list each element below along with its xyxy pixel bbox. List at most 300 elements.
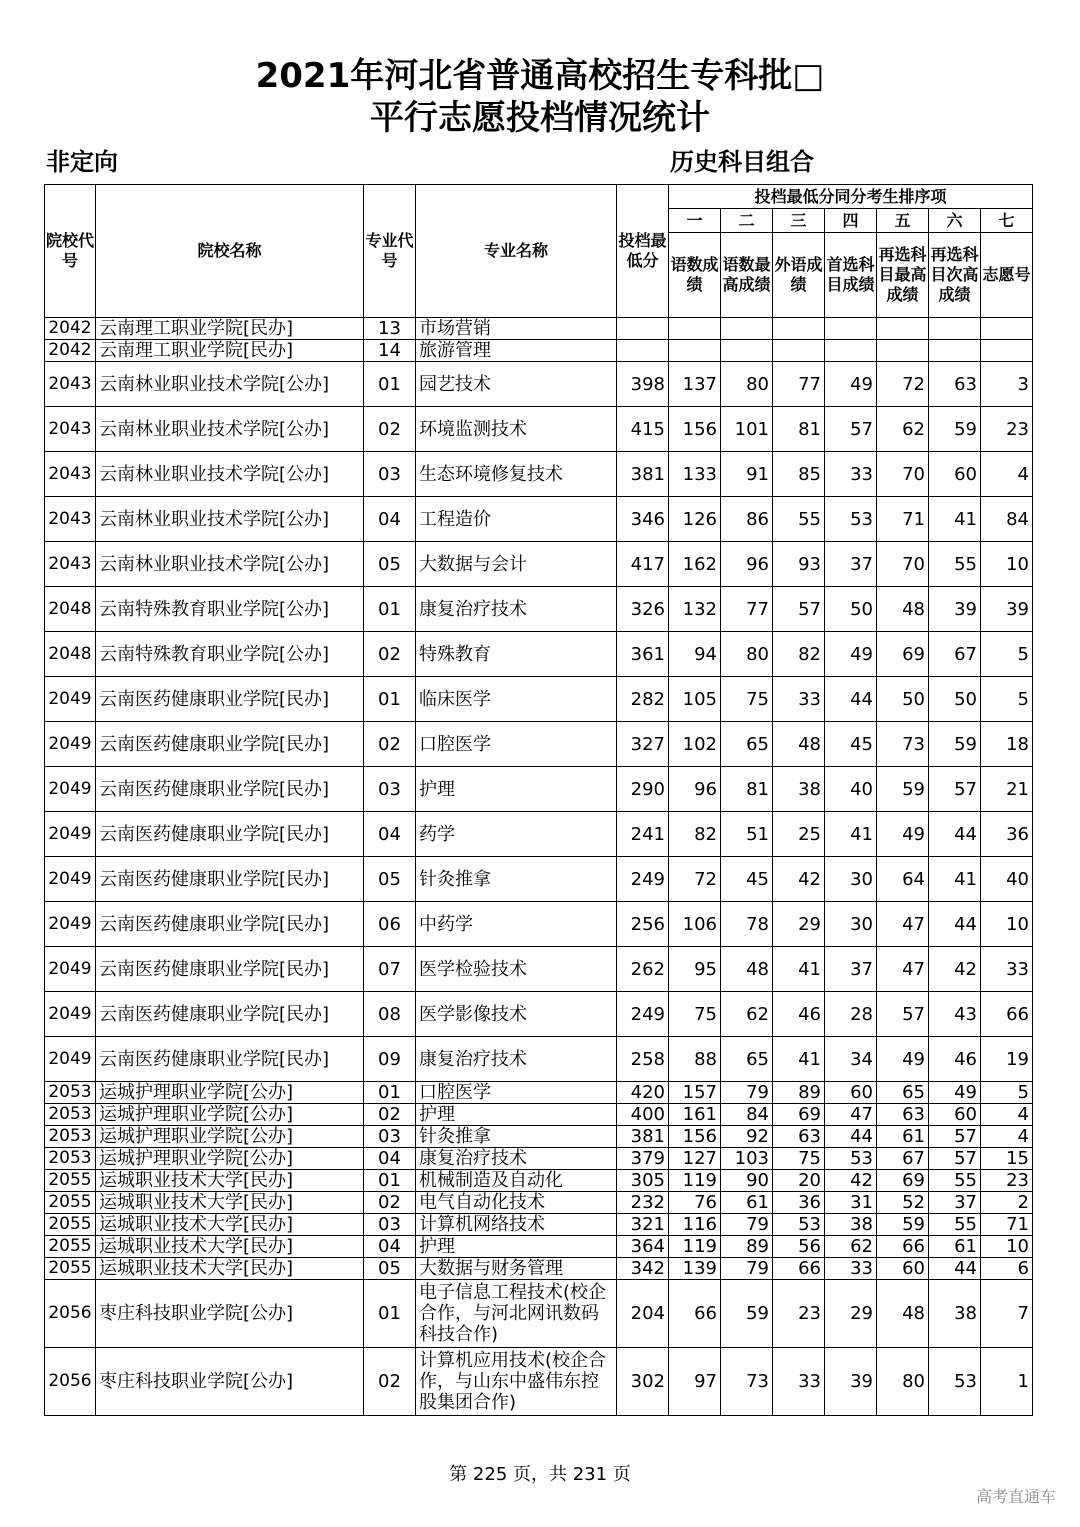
school-name-cell: 云南医药健康职业学院[民办]: [96, 992, 364, 1037]
tiebreak-3-cell: 53: [773, 1214, 825, 1236]
tiebreak-5-cell: 62: [877, 407, 929, 452]
tiebreak-7-cell: 18: [981, 722, 1033, 767]
major-name-cell: 针灸推拿: [416, 1126, 617, 1148]
tiebreak-2-cell: 79: [721, 1258, 773, 1280]
school-code-cell: 2042: [45, 318, 96, 340]
tiebreak-5-cell: 80: [877, 1348, 929, 1416]
school-code-cell: 2049: [45, 677, 96, 722]
tiebreak-7-cell: 10: [981, 902, 1033, 947]
school-code-cell: 2043: [45, 407, 96, 452]
school-name-cell: 云南医药健康职业学院[民办]: [96, 812, 364, 857]
major-name-cell: 计算机网络技术: [416, 1214, 617, 1236]
major-code-cell: 02: [364, 1104, 416, 1126]
major-code-cell: 04: [364, 1236, 416, 1258]
tiebreak-7-cell: 5: [981, 632, 1033, 677]
tiebreak-5-cell: 52: [877, 1192, 929, 1214]
tiebreak-3-cell: 63: [773, 1126, 825, 1148]
major-code-cell: 04: [364, 812, 416, 857]
page-footer: 第 225 页，共 231 页: [449, 1464, 631, 1485]
major-name-cell: 市场营销: [416, 318, 617, 340]
tiebreak-1-cell: 119: [669, 1236, 721, 1258]
school-name-cell: 枣庄科技职业学院[公办]: [96, 1280, 364, 1348]
major-name-cell: 医学检验技术: [416, 947, 617, 992]
tiebreak-6-cell: 63: [929, 362, 981, 407]
major-code-cell: 03: [364, 767, 416, 812]
table-row: [45, 1104, 1033, 1126]
tiebreak-6-cell: 57: [929, 1126, 981, 1148]
tiebreak-6-cell: 39: [929, 587, 981, 632]
min-score-cell: 420: [617, 1082, 669, 1104]
tiebreak-1-cell: 126: [669, 497, 721, 542]
school-name-cell: 云南特殊教育职业学院[公办]: [96, 632, 364, 677]
header-tiebreak-group: 投档最低分同分考生排序项: [669, 185, 1033, 209]
school-name-cell: 云南理工职业学院[民办]: [96, 340, 364, 362]
tiebreak-5-cell: 70: [877, 542, 929, 587]
tiebreak-5-cell: 72: [877, 362, 929, 407]
school-code-cell: 2053: [45, 1126, 96, 1148]
tiebreak-3-cell: 56: [773, 1236, 825, 1258]
major-code-cell: 02: [364, 1192, 416, 1214]
major-code-cell: 13: [364, 318, 416, 340]
tiebreak-1-cell: 106: [669, 902, 721, 947]
tiebreak-6-cell: 44: [929, 902, 981, 947]
header-rank: 一: [669, 209, 721, 233]
tiebreak-3-cell: 20: [773, 1170, 825, 1192]
header-sub: 语数成绩: [669, 233, 721, 318]
tiebreak-3-cell: [773, 340, 825, 362]
header-rank: 二: [721, 209, 773, 233]
tiebreak-5-cell: [877, 318, 929, 340]
admission-table: [44, 184, 1033, 1416]
major-name-cell: 针灸推拿: [416, 857, 617, 902]
tiebreak-2-cell: 86: [721, 497, 773, 542]
tiebreak-3-cell: 82: [773, 632, 825, 677]
tiebreak-6-cell: 59: [929, 407, 981, 452]
table-row: [45, 497, 1033, 542]
min-score-cell: 249: [617, 992, 669, 1037]
major-name-cell: 临床医学: [416, 677, 617, 722]
tiebreak-5-cell: 49: [877, 1037, 929, 1082]
school-name-cell: 运城职业技术大学[民办]: [96, 1258, 364, 1280]
tiebreak-6-cell: 55: [929, 1214, 981, 1236]
tiebreak-2-cell: 92: [721, 1126, 773, 1148]
tiebreak-1-cell: 137: [669, 362, 721, 407]
tiebreak-4-cell: 47: [825, 1104, 877, 1126]
watermark: 高考直通车: [975, 1487, 1056, 1506]
tiebreak-5-cell: [877, 340, 929, 362]
tiebreak-4-cell: 41: [825, 812, 877, 857]
tiebreak-1-cell: 105: [669, 677, 721, 722]
tiebreak-4-cell: 50: [825, 587, 877, 632]
header-school-code: 院校代号: [45, 185, 96, 318]
school-name-cell: 云南医药健康职业学院[民办]: [96, 767, 364, 812]
major-name-cell: 康复治疗技术: [416, 587, 617, 632]
page-title-line2: 平行志愿投档情况统计: [370, 98, 710, 138]
major-code-cell: 05: [364, 1258, 416, 1280]
tiebreak-2-cell: 79: [721, 1214, 773, 1236]
tiebreak-1-cell: [669, 318, 721, 340]
school-name-cell: 枣庄科技职业学院[公办]: [96, 1348, 364, 1416]
tiebreak-2-cell: 101: [721, 407, 773, 452]
header-major-code: 专业代号: [364, 185, 416, 318]
school-code-cell: 2049: [45, 767, 96, 812]
page-title-line1: 2021年河北省普通高校招生专科批□: [255, 56, 825, 96]
min-score-cell: 262: [617, 947, 669, 992]
tiebreak-5-cell: 47: [877, 947, 929, 992]
tiebreak-6-cell: 59: [929, 722, 981, 767]
tiebreak-7-cell: 1: [981, 1348, 1033, 1416]
major-name-cell: 药学: [416, 812, 617, 857]
tiebreak-6-cell: 57: [929, 767, 981, 812]
tiebreak-3-cell: 89: [773, 1082, 825, 1104]
min-score-cell: 290: [617, 767, 669, 812]
header-sub: 语数最高成绩: [721, 233, 773, 318]
header-sub: 外语成绩: [773, 233, 825, 318]
school-code-cell: 2053: [45, 1082, 96, 1104]
tiebreak-3-cell: 46: [773, 992, 825, 1037]
school-name-cell: 云南林业职业技术学院[公办]: [96, 407, 364, 452]
tiebreak-6-cell: 61: [929, 1236, 981, 1258]
school-code-cell: 2043: [45, 497, 96, 542]
school-name-cell: 云南林业职业技术学院[公办]: [96, 362, 364, 407]
tiebreak-1-cell: 97: [669, 1348, 721, 1416]
tiebreak-1-cell: 157: [669, 1082, 721, 1104]
min-score-cell: 381: [617, 452, 669, 497]
tiebreak-7-cell: 39: [981, 587, 1033, 632]
tiebreak-3-cell: 38: [773, 767, 825, 812]
major-code-cell: 01: [364, 1170, 416, 1192]
tiebreak-4-cell: 45: [825, 722, 877, 767]
table-row: [45, 1192, 1033, 1214]
tiebreak-2-cell: 84: [721, 1104, 773, 1126]
tiebreak-4-cell: 33: [825, 1258, 877, 1280]
tiebreak-1-cell: 161: [669, 1104, 721, 1126]
table-row: [45, 1214, 1033, 1236]
header-min-score: 投档最低分: [617, 185, 669, 318]
min-score-cell: 361: [617, 632, 669, 677]
school-name-cell: 云南医药健康职业学院[民办]: [96, 722, 364, 767]
tiebreak-3-cell: 25: [773, 812, 825, 857]
tiebreak-1-cell: 116: [669, 1214, 721, 1236]
tiebreak-3-cell: 66: [773, 1258, 825, 1280]
major-name-cell: 特殊教育: [416, 632, 617, 677]
school-code-cell: 2042: [45, 340, 96, 362]
tiebreak-3-cell: 55: [773, 497, 825, 542]
tiebreak-1-cell: [669, 340, 721, 362]
major-name-cell: 园艺技术: [416, 362, 617, 407]
tiebreak-6-cell: 57: [929, 1148, 981, 1170]
min-score-cell: 232: [617, 1192, 669, 1214]
tiebreak-6-cell: 41: [929, 857, 981, 902]
min-score-cell: 398: [617, 362, 669, 407]
tiebreak-2-cell: 65: [721, 1037, 773, 1082]
header-rank: 四: [825, 209, 877, 233]
tiebreak-2-cell: 90: [721, 1170, 773, 1192]
tiebreak-5-cell: 69: [877, 1170, 929, 1192]
table-row: [45, 1258, 1033, 1280]
tiebreak-2-cell: 79: [721, 1082, 773, 1104]
tiebreak-1-cell: 156: [669, 407, 721, 452]
min-score-cell: 417: [617, 542, 669, 587]
min-score-cell: 302: [617, 1348, 669, 1416]
tiebreak-3-cell: 85: [773, 452, 825, 497]
tiebreak-6-cell: 44: [929, 1258, 981, 1280]
tiebreak-5-cell: 48: [877, 1280, 929, 1348]
min-score-cell: 258: [617, 1037, 669, 1082]
min-score-cell: 381: [617, 1126, 669, 1148]
tiebreak-6-cell: 53: [929, 1348, 981, 1416]
tiebreak-3-cell: [773, 318, 825, 340]
tiebreak-7-cell: 4: [981, 1104, 1033, 1126]
major-name-cell: 电子信息工程技术(校企合作，与河北网讯数码科技合作): [416, 1280, 617, 1348]
tiebreak-4-cell: 37: [825, 542, 877, 587]
tiebreak-2-cell: 81: [721, 767, 773, 812]
tiebreak-4-cell: 34: [825, 1037, 877, 1082]
tiebreak-4-cell: 30: [825, 902, 877, 947]
major-name-cell: 中药学: [416, 902, 617, 947]
tiebreak-5-cell: 70: [877, 452, 929, 497]
tiebreak-7-cell: [981, 318, 1033, 340]
tiebreak-4-cell: 31: [825, 1192, 877, 1214]
major-code-cell: 01: [364, 1280, 416, 1348]
tiebreak-1-cell: 72: [669, 857, 721, 902]
tiebreak-7-cell: 4: [981, 452, 1033, 497]
tiebreak-4-cell: 44: [825, 677, 877, 722]
tiebreak-4-cell: [825, 318, 877, 340]
tiebreak-3-cell: 69: [773, 1104, 825, 1126]
table-row: [45, 1348, 1033, 1416]
tiebreak-3-cell: 29: [773, 902, 825, 947]
tiebreak-2-cell: 61: [721, 1192, 773, 1214]
tiebreak-1-cell: 88: [669, 1037, 721, 1082]
tiebreak-3-cell: 57: [773, 587, 825, 632]
tiebreak-6-cell: 43: [929, 992, 981, 1037]
school-code-cell: 2043: [45, 362, 96, 407]
tiebreak-5-cell: 73: [877, 722, 929, 767]
table-row: [45, 677, 1033, 722]
tiebreak-6-cell: 60: [929, 1104, 981, 1126]
table-row: [45, 587, 1033, 632]
tiebreak-7-cell: 7: [981, 1280, 1033, 1348]
tiebreak-7-cell: 84: [981, 497, 1033, 542]
major-code-cell: 01: [364, 1082, 416, 1104]
major-code-cell: 07: [364, 947, 416, 992]
tiebreak-2-cell: 48: [721, 947, 773, 992]
major-name-cell: 护理: [416, 1236, 617, 1258]
table-row: [45, 1082, 1033, 1104]
tiebreak-4-cell: 30: [825, 857, 877, 902]
tiebreak-1-cell: 102: [669, 722, 721, 767]
min-score-cell: 415: [617, 407, 669, 452]
tiebreak-2-cell: 51: [721, 812, 773, 857]
tiebreak-2-cell: 65: [721, 722, 773, 767]
major-name-cell: 计算机应用技术(校企合作，与山东中盛伟东控股集团合作): [416, 1348, 617, 1416]
major-name-cell: 康复治疗技术: [416, 1037, 617, 1082]
table-row: [45, 767, 1033, 812]
tiebreak-6-cell: 50: [929, 677, 981, 722]
tiebreak-2-cell: 80: [721, 362, 773, 407]
school-code-cell: 2056: [45, 1280, 96, 1348]
tiebreak-3-cell: 33: [773, 677, 825, 722]
tiebreak-4-cell: 60: [825, 1082, 877, 1104]
min-score-cell: 249: [617, 857, 669, 902]
tiebreak-1-cell: 76: [669, 1192, 721, 1214]
tiebreak-7-cell: 4: [981, 1126, 1033, 1148]
tiebreak-1-cell: 127: [669, 1148, 721, 1170]
school-code-cell: 2053: [45, 1148, 96, 1170]
tiebreak-5-cell: 50: [877, 677, 929, 722]
school-code-cell: 2049: [45, 857, 96, 902]
major-code-cell: 01: [364, 587, 416, 632]
tiebreak-2-cell: 96: [721, 542, 773, 587]
school-code-cell: 2049: [45, 1037, 96, 1082]
school-name-cell: 运城护理职业学院[公办]: [96, 1082, 364, 1104]
major-name-cell: 医学影像技术: [416, 992, 617, 1037]
tiebreak-5-cell: 59: [877, 767, 929, 812]
major-name-cell: 大数据与财务管理: [416, 1258, 617, 1280]
table-row: [45, 1148, 1033, 1170]
tiebreak-1-cell: 156: [669, 1126, 721, 1148]
table-row: [45, 452, 1033, 497]
major-name-cell: 护理: [416, 1104, 617, 1126]
tiebreak-5-cell: 67: [877, 1148, 929, 1170]
school-name-cell: 运城护理职业学院[公办]: [96, 1148, 364, 1170]
major-code-cell: 02: [364, 1348, 416, 1416]
major-name-cell: 机械制造及自动化: [416, 1170, 617, 1192]
tiebreak-3-cell: 36: [773, 1192, 825, 1214]
major-name-cell: 口腔医学: [416, 722, 617, 767]
major-code-cell: 03: [364, 1126, 416, 1148]
school-code-cell: 2043: [45, 542, 96, 587]
major-name-cell: 工程造价: [416, 497, 617, 542]
school-name-cell: 运城职业技术大学[民办]: [96, 1170, 364, 1192]
tiebreak-3-cell: 33: [773, 1348, 825, 1416]
major-name-cell: 护理: [416, 767, 617, 812]
tiebreak-4-cell: [825, 340, 877, 362]
table-row: [45, 722, 1033, 767]
tiebreak-1-cell: 75: [669, 992, 721, 1037]
tiebreak-4-cell: 38: [825, 1214, 877, 1236]
tiebreak-7-cell: 21: [981, 767, 1033, 812]
tiebreak-3-cell: 23: [773, 1280, 825, 1348]
tiebreak-7-cell: 71: [981, 1214, 1033, 1236]
tiebreak-4-cell: 44: [825, 1126, 877, 1148]
tiebreak-6-cell: 42: [929, 947, 981, 992]
major-name-cell: 康复治疗技术: [416, 1148, 617, 1170]
tiebreak-2-cell: 78: [721, 902, 773, 947]
school-code-cell: 2055: [45, 1258, 96, 1280]
tiebreak-5-cell: 64: [877, 857, 929, 902]
header-rank: 三: [773, 209, 825, 233]
tiebreak-5-cell: 60: [877, 1258, 929, 1280]
tiebreak-7-cell: 2: [981, 1192, 1033, 1214]
school-name-cell: 云南医药健康职业学院[民办]: [96, 947, 364, 992]
tiebreak-2-cell: 77: [721, 587, 773, 632]
min-score-cell: 204: [617, 1280, 669, 1348]
table-row: [45, 992, 1033, 1037]
tiebreak-6-cell: 46: [929, 1037, 981, 1082]
tiebreak-3-cell: 75: [773, 1148, 825, 1170]
tiebreak-4-cell: 49: [825, 362, 877, 407]
tiebreak-2-cell: 89: [721, 1236, 773, 1258]
tiebreak-5-cell: 69: [877, 632, 929, 677]
tiebreak-4-cell: 37: [825, 947, 877, 992]
tiebreak-3-cell: 42: [773, 857, 825, 902]
header-sub: 志愿号: [981, 233, 1033, 318]
min-score-cell: 379: [617, 1148, 669, 1170]
tiebreak-2-cell: 103: [721, 1148, 773, 1170]
tiebreak-6-cell: [929, 318, 981, 340]
min-score-cell: 346: [617, 497, 669, 542]
min-score-cell: 400: [617, 1104, 669, 1126]
major-code-cell: 04: [364, 1148, 416, 1170]
tiebreak-2-cell: 91: [721, 452, 773, 497]
tiebreak-4-cell: 53: [825, 1148, 877, 1170]
school-code-cell: 2049: [45, 812, 96, 857]
tiebreak-1-cell: 66: [669, 1280, 721, 1348]
tiebreak-4-cell: 33: [825, 452, 877, 497]
school-name-cell: 云南医药健康职业学院[民办]: [96, 1037, 364, 1082]
tiebreak-1-cell: 132: [669, 587, 721, 632]
tiebreak-7-cell: 3: [981, 362, 1033, 407]
major-name-cell: 电气自动化技术: [416, 1192, 617, 1214]
tiebreak-2-cell: 59: [721, 1280, 773, 1348]
major-code-cell: 14: [364, 340, 416, 362]
header-rank: 七: [981, 209, 1033, 233]
tiebreak-7-cell: 5: [981, 677, 1033, 722]
school-code-cell: 2049: [45, 992, 96, 1037]
school-name-cell: 云南医药健康职业学院[民办]: [96, 857, 364, 902]
tiebreak-7-cell: 6: [981, 1258, 1033, 1280]
major-code-cell: 02: [364, 632, 416, 677]
tiebreak-5-cell: 71: [877, 497, 929, 542]
tiebreak-7-cell: 40: [981, 857, 1033, 902]
header-sub: 再选科目次高成绩: [929, 233, 981, 318]
tiebreak-5-cell: 48: [877, 587, 929, 632]
min-score-cell: 364: [617, 1236, 669, 1258]
tiebreak-5-cell: 57: [877, 992, 929, 1037]
min-score-cell: [617, 318, 669, 340]
tiebreak-3-cell: 77: [773, 362, 825, 407]
tiebreak-5-cell: 63: [877, 1104, 929, 1126]
school-code-cell: 2043: [45, 452, 96, 497]
table-row: [45, 340, 1033, 362]
header-sub: 首选科目成绩: [825, 233, 877, 318]
school-code-cell: 2048: [45, 632, 96, 677]
table-row: [45, 1037, 1033, 1082]
school-code-cell: 2055: [45, 1214, 96, 1236]
tiebreak-1-cell: 119: [669, 1170, 721, 1192]
header-rank: 六: [929, 209, 981, 233]
tiebreak-6-cell: 49: [929, 1082, 981, 1104]
major-code-cell: 03: [364, 1214, 416, 1236]
school-name-cell: 云南医药健康职业学院[民办]: [96, 677, 364, 722]
tiebreak-7-cell: 36: [981, 812, 1033, 857]
major-name-cell: 旅游管理: [416, 340, 617, 362]
tiebreak-5-cell: 47: [877, 902, 929, 947]
school-name-cell: 运城职业技术大学[民办]: [96, 1192, 364, 1214]
tiebreak-2-cell: 80: [721, 632, 773, 677]
header-sub: 再选科目最高成绩: [877, 233, 929, 318]
tiebreak-5-cell: 61: [877, 1126, 929, 1148]
major-code-cell: 01: [364, 677, 416, 722]
school-code-cell: 2055: [45, 1170, 96, 1192]
school-name-cell: 云南医药健康职业学院[民办]: [96, 902, 364, 947]
min-score-cell: [617, 340, 669, 362]
major-code-cell: 05: [364, 542, 416, 587]
min-score-cell: 321: [617, 1214, 669, 1236]
school-code-cell: 2049: [45, 722, 96, 767]
